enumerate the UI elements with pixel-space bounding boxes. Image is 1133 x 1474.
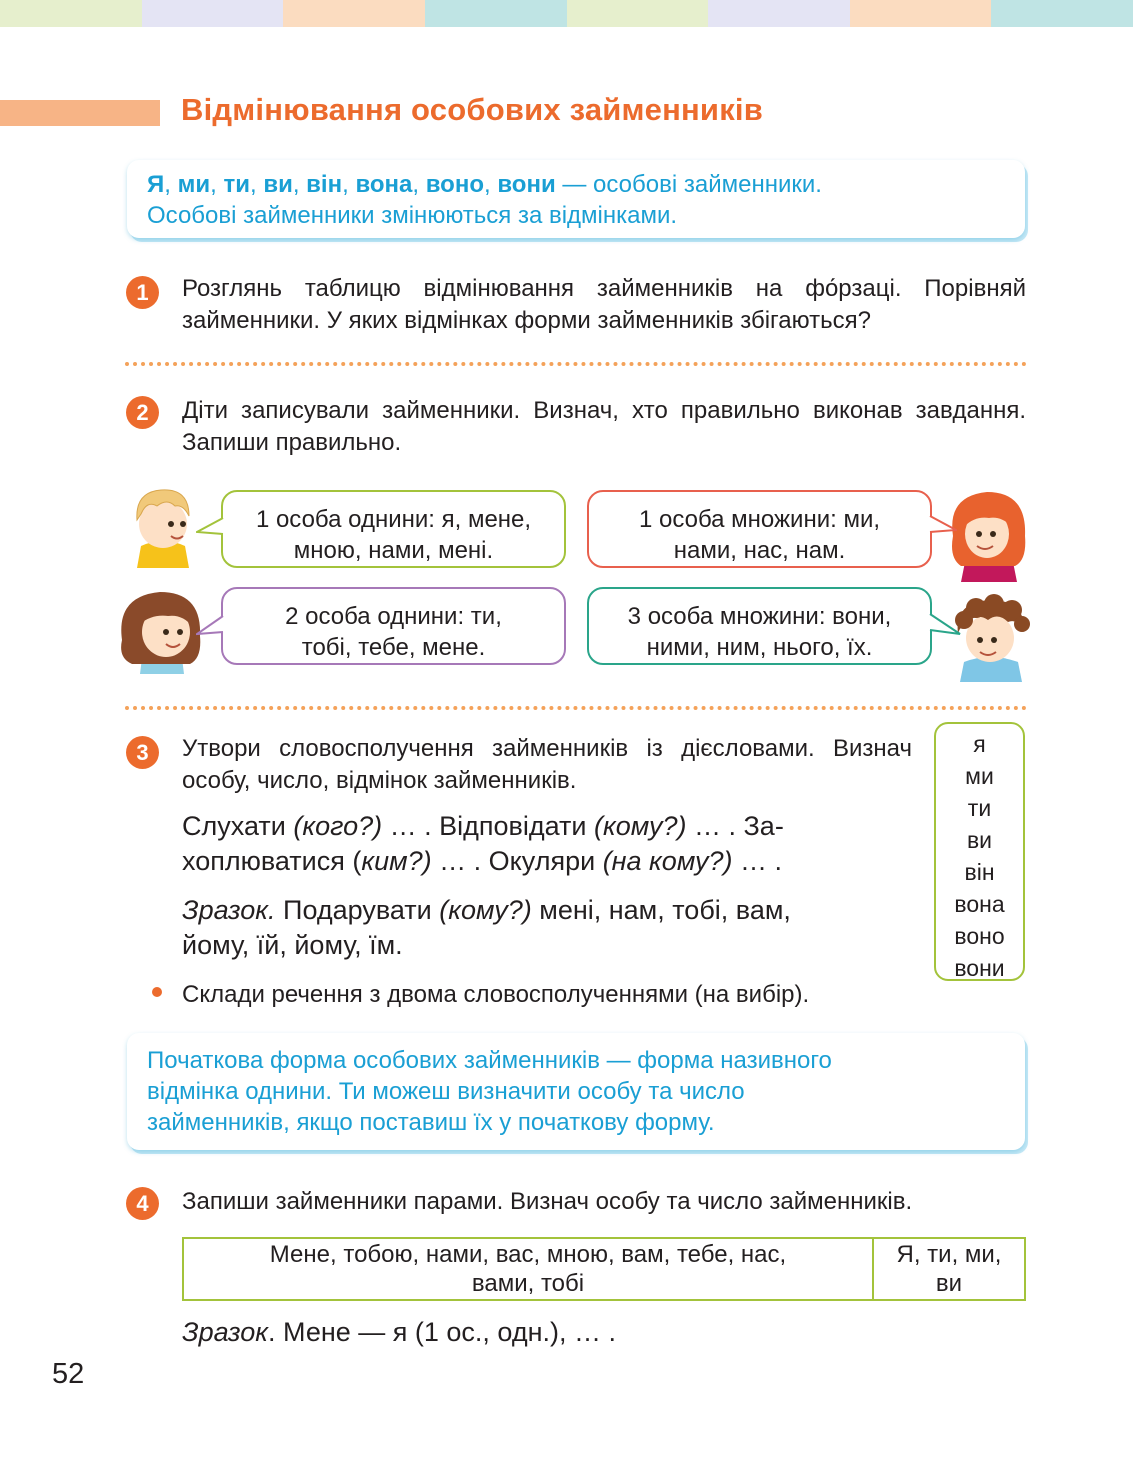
rule2-line-3: займенників, якщо поставиш їх у початкову форму. [147,1109,715,1136]
bubble-3-line-2: тобі, тебе, мене. [301,634,486,661]
table-row [183,1238,1025,1300]
rule-box-initial-form [127,1033,1025,1150]
question-hint: Зразок. [182,895,276,925]
strip-segment [991,0,1133,27]
rule2-line-1: Початкова форма особових займенників — форма називного [147,1047,832,1074]
strip-segment [425,0,567,27]
side-pronoun: вони [954,955,1005,981]
girl-brown-hair-icon [116,588,206,674]
pronoun-separator: , [249,171,264,198]
bubble-1-line-1: 1 особа однини: я, мене, [255,506,532,533]
cell-line: ви [935,1270,963,1297]
text-segment: … . Відповідати [382,811,594,841]
pronoun-pairs-table [182,1237,1026,1301]
pronoun-word: Я [147,171,165,198]
bubble-4-line-2: ними, ним, нього, їх. [646,634,873,661]
question-hint: ким?) [361,846,432,876]
speech-bubble-4 [587,587,932,665]
pronoun-word: воно [425,171,484,198]
side-pronoun: вона [954,891,1005,917]
bullet-dot [152,987,162,997]
side-pronoun: ви [966,827,993,853]
pronoun-word-box [934,722,1025,981]
pronoun-separator: , [292,171,307,198]
pronoun-separator: , [412,171,426,198]
side-pronoun: ти [967,795,992,821]
task-number-3: 3 [126,736,159,769]
bubble-2-line-1: 1 особа множини: ми, [638,506,881,533]
task-number-1: 1 [126,276,159,309]
dotted-divider [125,362,1027,366]
speech-bubble-1 [221,490,566,568]
text-segment: … . Окуляри [431,846,603,876]
title-accent-bar [0,100,160,126]
side-pronoun: він [964,859,995,885]
task-1-text: Розглянь таблицю відмінювання займенників на фо́рзаці. Порівняй займенники. У яких відмінках форми займенників збігаються? [182,275,1026,334]
sample-label: Зразок [182,1317,269,1347]
bubble-tail [929,612,961,638]
dotted-divider [125,706,1027,710]
pronoun-word: він [306,171,343,198]
bubble-tail [196,614,224,638]
side-pronoun: ми [965,763,994,789]
task-3-sample-line-2: йому, їй, йому, їм. [182,930,403,960]
pronoun-word: ти [223,171,250,198]
boy-blond-icon [127,484,199,568]
side-pronoun: я [973,731,986,757]
task-2-text: Діти записували займенники. Визнач, хто правильно виконав завдання. Запиши правильно. [182,397,1026,456]
task-number-4: 4 [126,1187,159,1220]
rule2-line-2: відмінка однини. Ти можеш визначити особу та число [147,1078,745,1105]
pronoun-list [147,171,556,198]
strip-segment [0,0,142,27]
pronoun-separator: , [164,171,178,198]
text-segment: … . [732,846,783,876]
strip-segment [567,0,709,27]
task-3-example-line-2 [182,844,912,879]
rule-definition: — особові займенники. [555,171,822,198]
text-segment: мені, нам, тобі, вам, [531,895,791,925]
side-pronoun: воно [954,923,1005,949]
table-cell-initial-forms [873,1238,1025,1300]
question-hint: (кого?) [293,811,383,841]
bubble-1-line-2: мною, нами, мені. [293,537,494,564]
cell-line: вами, тобі [471,1270,585,1297]
cell-line: Я, ти, ми, [896,1241,1002,1268]
table-cell-words [183,1238,873,1300]
speech-bubble-3 [221,587,566,665]
rule-box-personal-pronouns [127,160,1025,238]
bubble-tail [196,516,224,538]
speech-bubble-2 [587,490,932,568]
pronoun-word: ви [263,171,293,198]
pronoun-word: вони [497,171,556,198]
task-4-sample [182,1315,616,1350]
strip-segment [283,0,425,27]
question-hint: (кому?) [439,895,532,925]
text-segment: … . За- [686,811,784,841]
pronoun-word: вона [355,171,413,198]
strip-segment [708,0,850,27]
page-title: Відмінювання особових займенників [181,92,763,127]
strip-segment [142,0,284,27]
sample-text: . Мене — я (1 ос., одн.), … . [268,1317,617,1347]
rule-line-1 [147,169,1007,200]
pronoun-separator: , [342,171,356,198]
bubble-3-line-1: 2 особа однини: ти, [285,603,502,630]
page-number: 52 [52,1358,85,1390]
pronoun-separator: , [210,171,224,198]
top-color-strip [0,0,1133,27]
question-hint: (кому?) [594,811,687,841]
task-3-bullet-text: Склади речення з двома словосполученнями (на вибір). [182,981,810,1008]
bubble-2-line-2: нами, нас, нам. [673,537,846,564]
task-3-sample-line-1 [182,893,912,928]
bubble-tail [929,514,957,536]
task-3-example-line-1 [182,809,912,844]
task-3-text: Утвори словосполучення займенників із дієсловами. Визнач особу, число, відмінок займенників. [182,735,912,794]
girl-red-hair-icon [945,486,1031,582]
task-4-text: Запиши займенники парами. Визнач особу та число займенників. [182,1188,913,1215]
pronoun-separator: , [484,171,498,198]
rule-line-2: Особові займенники змінюються за відмінками. [147,202,678,229]
text-segment: хоплюватися ( [182,846,362,876]
bubble-4-line-1: 3 особа множини: вони, [627,603,892,630]
cell-line: Мене, тобою, нами, вас, мною, вам, тебе, нас, [269,1241,787,1268]
strip-segment [850,0,992,27]
text-segment: Слухати [182,811,294,841]
question-hint: (на кому?) [602,846,733,876]
text-segment: Подарувати [275,895,440,925]
pronoun-word: ми [177,171,211,198]
task-number-2: 2 [126,396,159,429]
